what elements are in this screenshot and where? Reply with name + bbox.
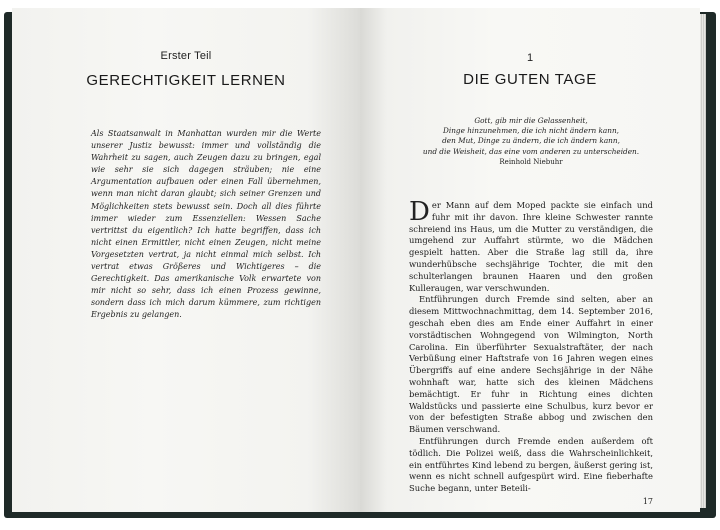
epigraph-line: den Mut, Dinge zu ändern, die ich ändern kann, xyxy=(442,136,620,146)
epigraph-author: Reinhold Niebuhr xyxy=(499,157,563,166)
paragraph-text: er Mann auf dem Moped packte sie einfach und fuhr mit ihr davon. Ihre kleine Schwester rannte schreiend ins Haus, um die Mutter zu verständigen, die umgehend zur Auffahrt stürmte, wo die Mädchen gespielt hatten. Aber die Straße lag still da, ihre wunderhübsche sechsjährige Tochter, die mit den schulterlangen braunen Haaren und den großen Kulleraugen, war verschwunden. xyxy=(409,200,653,293)
right-page xyxy=(360,8,700,512)
body-paragraph xyxy=(409,197,653,294)
body-paragraph: Entführungen durch Fremde enden außerdem oft tödlich. Die Polizei weiß, dass die Wahrscheinlichkeit, ein entführtes Kind lebend zu bergen, äußerst gering ist, wenn es nicht schnell aufgespürt wird. Eine fieberhafte Suche begann, unter Beteili- xyxy=(409,435,653,494)
epigraph-line: Gott, gib mir die Gelassenheit, xyxy=(474,116,588,125)
epigraph-line: und die Weisheit, das eine vom anderen zu unterscheiden. xyxy=(422,146,640,156)
part-title: GERECHTIGKEIT LERNEN xyxy=(86,72,286,89)
epigraph xyxy=(400,116,662,167)
chapter-body xyxy=(409,197,653,495)
chapter-number: 1 xyxy=(526,52,534,64)
epigraph-line: Dinge hinzunehmen, die ich nicht ändern kann, xyxy=(443,126,619,136)
part-intro-text: Als Staatsanwalt in Manhattan wurden mir die Werte unserer Justiz bewusst: immer und vollständig die Wahrheit zu sagen, auch Zeugen dazu zu bringen, egal wie sehr sie sich dagegen sträuben; nie eine Argumentation aufbauen oder einen Fall übernehmen, wenn man nicht daran glaubt; sich seiner Grenzen und Möglichkeiten stets bewusst sein. Doch all dies führte immer wieder zum Essenziellen: Wessen Sache vertrittst du eigentlich? Ich hatte begriffen, dass ich nicht einen Ermittler, nicht einen Zeugen, nicht meine Vorgesetzten vertrat, ja nicht einmal mich selbst. Ich vertrat etwas Größeres und Wichtigeres – die Gerechtigkeit. Das amerikanische Volk erwartete von mir nicht so sehr, dass ich einen Prozess gewinne, sondern dass ich mich darum kümmere, zum richtigen Ergebnis zu gelangen. xyxy=(91,129,321,320)
left-page xyxy=(12,8,360,512)
page-number: 17 xyxy=(642,497,653,506)
part-label: Erster Teil xyxy=(160,50,212,62)
body-paragraph: Entführungen durch Fremde sind selten, aber an diesem Mittwochnachmittag, dem 14. September 2016, geschah eben dies am Ende einer Auffahrt in einer vorstädtischen Wohngegend von Wilmington, North Carolina. Ein überführter Sexualstraftäter, der nach Verbüßung einer Haftstrafe von 16 Jahren wegen eines Übergriffs auf eine andere Sechsjährige in der Nähe wohnhaft war, hatte sich des kleinen Mädchens bemächtigt. Er fuhr in Richtung eines dichten Waldstücks und passierte eine Schulbus, kurz bevor er von der befestigten Straße abbog und zwischen den Bäumen verschwand. xyxy=(409,294,653,435)
drop-cap: D xyxy=(409,197,430,227)
chapter-title: DIE GUTEN TAGE xyxy=(463,71,597,88)
